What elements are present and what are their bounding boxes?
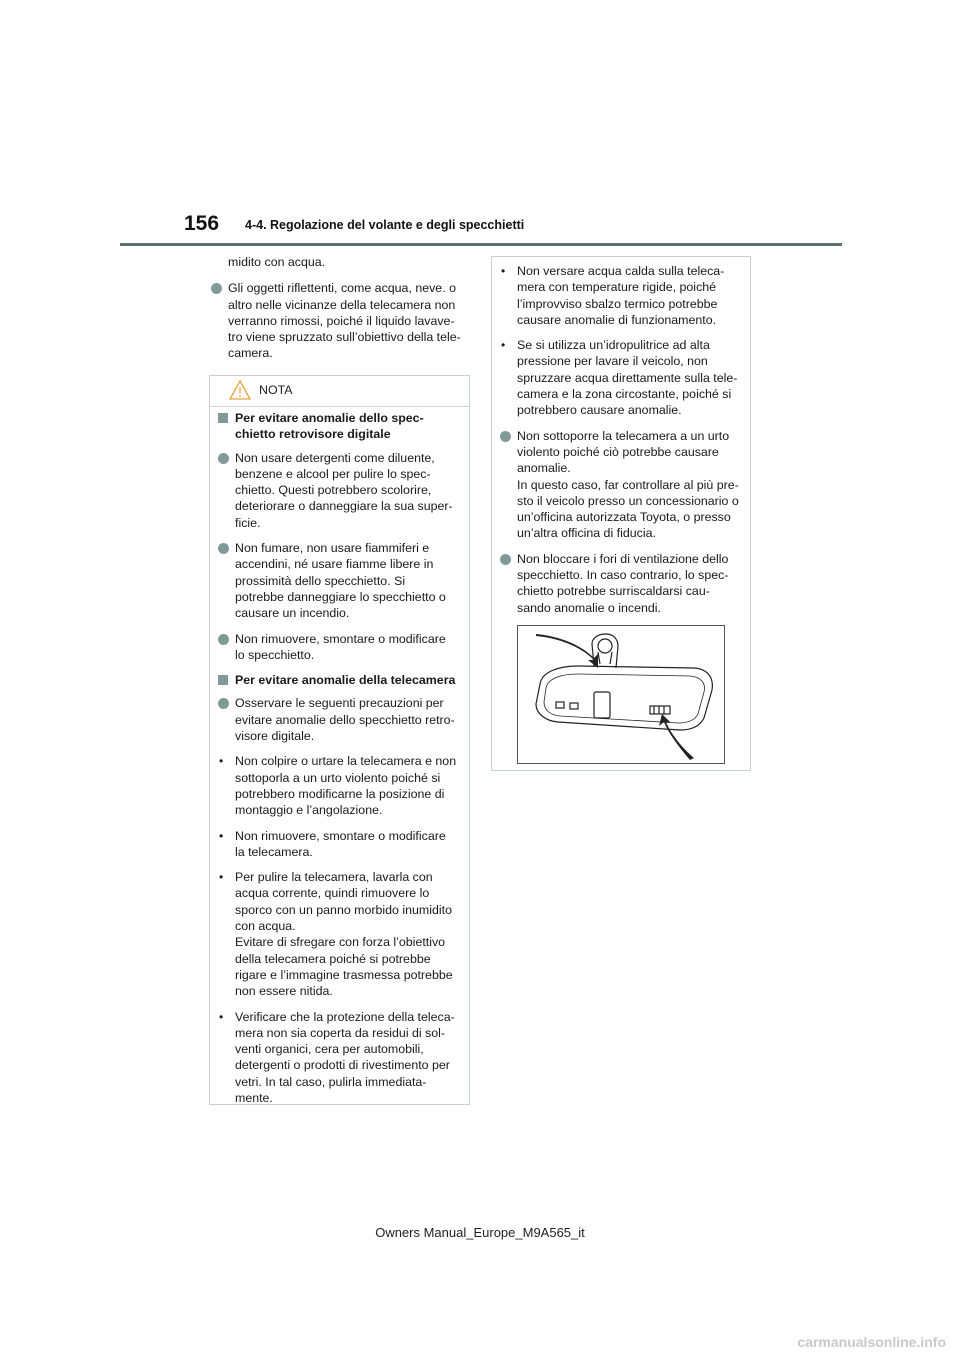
continued-nota-body	[500, 263, 744, 625]
text-line: midito con acqua.	[228, 255, 326, 269]
list-item	[500, 428, 744, 542]
bullet-item	[218, 828, 463, 861]
text-line: camera e la zona circostante, poiché si	[517, 387, 732, 402]
text-line: deteriorare o danneggiare la sua super-	[235, 499, 453, 514]
text-line: chietto. Questi potrebbero scolorire,	[235, 483, 432, 498]
text-line: potrebbero causare anomalie.	[517, 403, 682, 418]
text-line: accendini, né usare fiamme libere in	[235, 557, 434, 572]
text-line: mera non sia coperta da residui di sol-	[235, 1025, 446, 1040]
bullet-item	[218, 869, 463, 999]
text-line: lo specchietto.	[235, 647, 315, 662]
page-number: 156	[184, 212, 220, 235]
continued-nota-box	[491, 256, 751, 771]
text-line: sto il veicolo presso un concessionario o	[517, 493, 739, 508]
text-line: • Verificare che la protezione della teleca-	[235, 1009, 455, 1024]
text-line: la telecamera.	[235, 844, 313, 859]
nota-body	[218, 410, 463, 1115]
text-line: Per evitare anomalie della telecamera	[235, 673, 456, 688]
watermark: carmanualsonline.info	[797, 1334, 946, 1350]
list-item	[218, 695, 463, 744]
text-line: con acqua.	[235, 919, 296, 934]
text-line: specchietto. In caso contrario, lo spec-	[517, 568, 729, 583]
section-heading	[218, 672, 463, 688]
text-line: camera.	[228, 346, 273, 361]
text-line: sando anomalie o incendi.	[517, 600, 661, 615]
text-line: • Se si utilizza un’idropulitrice ad alta	[517, 338, 710, 353]
text-line: pressione per lavare il veicolo, non	[517, 354, 708, 369]
list-item	[218, 540, 463, 621]
text-line: altro nelle vicinanze della telecamera non	[228, 297, 456, 312]
warning-triangle-icon	[229, 380, 251, 405]
text-line: vetri. In tal caso, pulirla immediata-	[235, 1074, 427, 1089]
list-item	[500, 551, 744, 616]
section-heading	[218, 410, 463, 443]
text-line: della telecamera poiché si potrebbe	[235, 951, 431, 966]
text-line: rigare e l’immagine trasmessa potrebbe	[235, 967, 453, 982]
left-column	[211, 254, 467, 372]
text-line: prossimità dello specchietto. Si	[235, 573, 406, 588]
text-line: tro viene spruzzato sull’obiettivo della tele-	[228, 330, 461, 345]
text-line: mente.	[235, 1090, 273, 1105]
text-line: montaggio e l’angolazione.	[235, 803, 383, 818]
section-title: 4-4. Regolazione del volante e degli specchietti	[245, 218, 525, 232]
text-line: mera con temperature rigide, poiché	[517, 280, 717, 295]
text-line: un’altra officina di fiducia.	[517, 526, 656, 541]
text-line: Non sottoporre la telecamera a un urto	[517, 428, 730, 443]
text-line: potrebbero modificarne la posizione di	[235, 786, 445, 801]
continuation-text	[211, 254, 467, 270]
text-line: violento poiché ciò potrebbe causare	[517, 444, 719, 459]
text-line: spruzzare acqua direttamente sulla tele-	[517, 370, 738, 385]
text-line: Gli oggetti riflettenti, come acqua, neve. o	[228, 281, 456, 296]
bullet-item	[218, 753, 463, 818]
bullet-item	[500, 263, 744, 328]
text-line: non essere nitida.	[235, 984, 333, 999]
text-line: un’officina autorizzata Toyota, o presso	[517, 510, 731, 525]
text-line: sporco con un panno morbido inumidito	[235, 902, 452, 917]
nota-header	[210, 376, 469, 407]
text-line: potrebbe danneggiare lo specchietto o	[235, 589, 446, 604]
text-line: Per evitare anomalie dello spec-	[235, 411, 424, 425]
bullet-item	[218, 1009, 463, 1107]
list-item	[218, 631, 463, 664]
text-line: evitare anomalie dello specchietto retro-	[235, 712, 455, 727]
text-line: causare un incendio.	[235, 606, 350, 621]
text-line: causare anomalie di funzionamento.	[517, 312, 717, 327]
text-line: • Non colpire o urtare la telecamera e non	[235, 754, 457, 769]
text-line: • Non versare acqua calda sulla teleca-	[517, 264, 725, 278]
text-line: Non fumare, non usare fiammiferi e	[235, 541, 430, 556]
text-line: acqua corrente, quindi rimuovere lo	[235, 886, 430, 901]
text-line: verranno rimossi, poiché il liquido lavave-	[228, 313, 455, 328]
rearview-mirror-drawing	[518, 626, 724, 763]
text-line: chietto potrebbe surriscaldarsi cau-	[517, 584, 710, 599]
nota-box	[209, 375, 470, 1105]
text-line: Non rimuovere, smontare o modificare	[235, 631, 446, 646]
text-line: detergenti o prodotti di rivestimento per	[235, 1058, 450, 1073]
text-line: anomalie.	[517, 461, 571, 476]
header-rule	[120, 243, 842, 246]
text-line: chietto retrovisore digitale	[235, 427, 391, 442]
text-line: • Non rimuovere, smontare o modificare	[235, 828, 446, 843]
text-line: visore digitale.	[235, 729, 315, 744]
bullet-item	[500, 337, 744, 418]
text-line: sottoporla a un urto violento poiché si	[235, 770, 441, 785]
list-item	[218, 450, 463, 531]
text-line: Non usare detergenti come diluente,	[235, 450, 435, 465]
mirror-illustration	[517, 625, 725, 764]
text-line: Non bloccare i fori di ventilazione dello	[517, 551, 729, 566]
list-item	[211, 280, 467, 361]
text-line: l’improvviso sbalzo termico potrebbe	[517, 296, 718, 311]
text-line: Evitare di sfregare con forza l’obiettivo	[235, 935, 446, 950]
footer-text: Owners Manual_Europe_M9A565_it	[375, 1225, 585, 1240]
text-line: ficie.	[235, 515, 261, 530]
text-line: Osservare le seguenti precauzioni per	[235, 696, 444, 711]
text-line: benzene e alcool per pulire lo spec-	[235, 466, 431, 481]
text-line: venti organici, cera per automobili,	[235, 1042, 424, 1057]
nota-label: NOTA	[259, 383, 293, 397]
text-line: • Per pulire la telecamera, lavarla con	[235, 870, 433, 885]
text-line: In questo caso, far controllare al più pre-	[517, 477, 739, 492]
